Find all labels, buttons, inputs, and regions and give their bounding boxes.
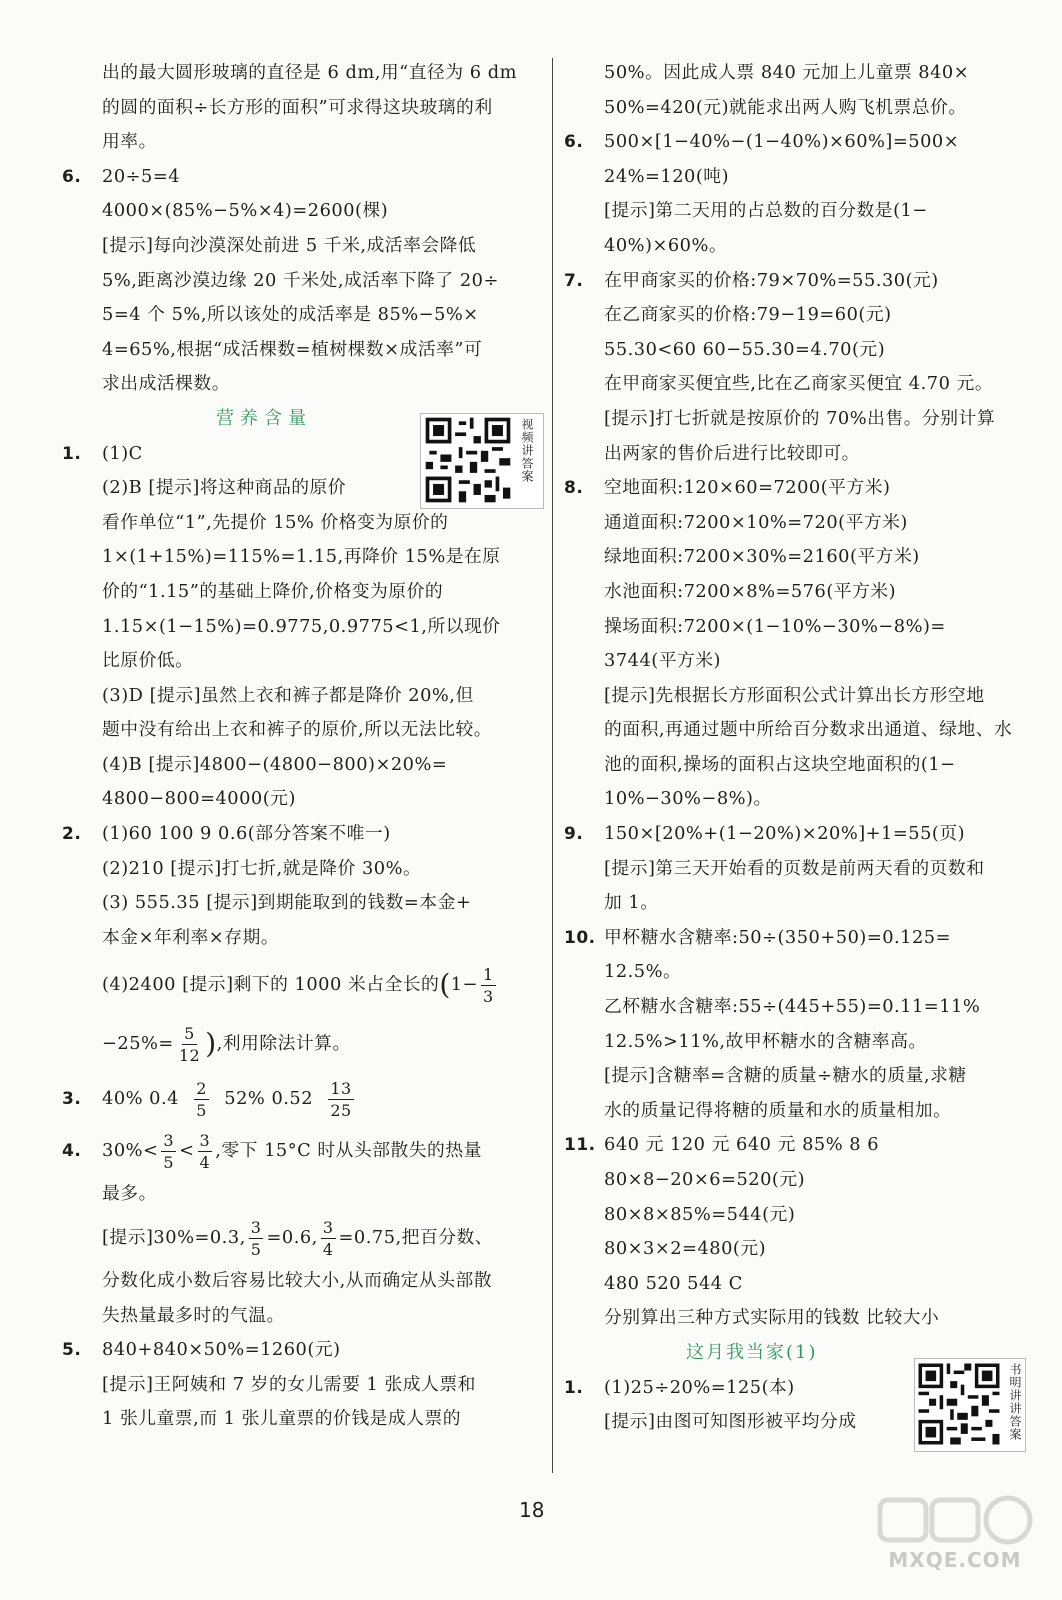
section-title: 这月我当家(1)	[686, 1341, 818, 1363]
right-column	[566, 56, 1040, 1440]
answer-8: 8. 空地面积:120×60=7200(平方米)	[566, 471, 1040, 506]
question-number: 4.	[62, 1141, 82, 1162]
text-line: 4000×(85%−5%×4)=2600(棵)	[102, 200, 389, 222]
fraction: $\frac{5}{12}$	[178, 1023, 201, 1065]
hint-line: [提示]第三天开始看的页数是前两天看的页数和	[604, 857, 985, 879]
text-line: 水池面积:7200×8%=576(平方米)	[604, 580, 897, 602]
watermark-logo-icon	[870, 1490, 1040, 1590]
answer-1: 1. (1)25÷20%=125(本)	[566, 1371, 1040, 1406]
question-number: 3.	[62, 1089, 82, 1110]
text-line: 失热量最多时的气温。	[102, 1304, 285, 1326]
question-number: 1.	[564, 1377, 584, 1398]
column-divider	[552, 58, 553, 1473]
text-line: −25%= $\frac{5}{12}$ ),利用除法计算。	[102, 1023, 351, 1065]
text-line: 在甲商家买便宜些,比在乙商家买便宜 4.70 元。	[604, 373, 994, 395]
qr-code[interactable]	[914, 1358, 1026, 1452]
text-line: 480 520 544 C	[604, 1272, 743, 1294]
text-line: 池的面积,操场的面积占这块空地面积的(1−	[604, 753, 956, 775]
hint-line: [提示]含糖率=含糖的质量÷糖水的质量,求糖	[604, 1065, 967, 1087]
answer-6: 6. 500×[1−40%−(1−40%)×60%]=500×	[566, 125, 1040, 160]
fraction: $\frac{3}{4}$	[322, 1217, 334, 1259]
text-line: 的圆的面积÷长方形的面积”可求得这块玻璃的利	[102, 96, 493, 118]
answer-9: 9. 150×[20%+(1−20%)×20%]+1=55(页)	[566, 817, 1040, 852]
text-line: 在乙商家买的价格:79−19=60(元)	[604, 304, 892, 326]
text-line: 操场面积:7200×(1−10%−30%−8%)=	[604, 615, 946, 637]
question-number: 5.	[62, 1340, 82, 1361]
text-line: 出的最大圆形玻璃的直径是 6 dm,用“直径为 6 dm	[102, 62, 517, 83]
text-line: 80×8×85%=544(元)	[604, 1203, 796, 1225]
question-number: 11.	[564, 1135, 596, 1156]
text-line: (2)B [提示]将这种商品的原价	[102, 477, 347, 499]
answer-11: 11. 640 元 120 元 640 元 85% 8 6	[566, 1128, 1040, 1163]
text-line: 1×(1+15%)=115%=1.15,再降价 15%是在原	[102, 546, 501, 568]
question-number: 2.	[62, 824, 82, 845]
text-line: 50%=420(元)就能求出两人购飞机票总价。	[604, 96, 967, 118]
question-number: 6.	[564, 132, 584, 153]
text-line: 4800−800=4000(元)	[102, 788, 296, 810]
fraction: $\frac{3}{5}$	[163, 1130, 175, 1172]
fraction: $\frac{13}{25}$	[330, 1078, 352, 1120]
hint-line: [提示]每向沙漠深处前进 5 千米,成活率会降低	[102, 234, 477, 256]
text-line: 用率。	[102, 131, 157, 153]
text-line: 绿地面积:7200×30%=2160(平方米)	[604, 546, 920, 568]
qr-code-icon	[421, 414, 515, 506]
text-line: 12.5%。	[604, 961, 682, 983]
text-line: 比原价低。	[102, 650, 194, 672]
text-line: 24%=120(吨)	[604, 165, 730, 187]
text-line: (4)B [提示]4800−(4800−800)×20%=	[102, 753, 448, 775]
qr-code[interactable]	[420, 413, 544, 509]
question-number: 9.	[564, 824, 584, 845]
watermark-text: MXQE.COM	[888, 1548, 1022, 1572]
text-line: 最多。	[102, 1183, 157, 1205]
question-number: 10.	[564, 927, 596, 948]
answer-4: 4. 30%< $\frac{3}{5}$ < $\frac{3}{4}$ ,零下 15°C 时从头部散失的热量	[64, 1125, 546, 1177]
fraction: $\frac{1}{3}$	[483, 964, 494, 1006]
answer-5: 5. 840+840×50%=1260(元)	[64, 1333, 546, 1368]
text-line: 5%,距离沙漠边缘 20 千米处,成活率下降了 20÷	[102, 269, 499, 291]
hint-line: [提示]王阿姨和 7 岁的女儿需要 1 张成人票和	[102, 1373, 476, 1395]
text-line: (3) 555.35 [提示]到期能取到的钱数=本金+	[102, 892, 472, 914]
text-line: (3)D [提示]虽然上衣和裤子都是降价 20%,但	[102, 684, 474, 706]
text-line: 40%)×60%。	[604, 234, 728, 256]
answer-3: 3. 40% 0.4 $\frac{2}{5}$ 52% 0.52 $\frac{13}{25}$	[64, 1073, 546, 1125]
answer-10: 10. 甲杯糖水含糖率:50÷(350+50)=0.125=	[566, 921, 1040, 956]
hint-line: [提示]先根据长方形面积公式计算出长方形空地	[604, 684, 985, 706]
text-line: 求出成活棵数。	[102, 373, 230, 395]
text-line: 10%−30%−8%)。	[604, 788, 772, 810]
text-line: 出两家的售价后进行比较即可。	[604, 442, 860, 464]
question-number: 1.	[62, 443, 82, 464]
hint-line: [提示]由图可知图形被平均分成	[604, 1411, 857, 1433]
text-line: 4=65%,根据“成活棵数=植树棵数×成活率”可	[102, 338, 483, 360]
qr-label: 视频讲答案	[520, 418, 534, 483]
text-line: (4)2400 [提示]剩下的 1000 米占全长的(1− $\frac{1}{3}$	[102, 964, 494, 1006]
qr-label: 书明讲讲答案	[1008, 1363, 1022, 1441]
section-title: 营养含量	[216, 407, 312, 429]
text-line: (2)210 [提示]打七折,就是降价 30%。	[102, 857, 422, 879]
text-line: 加 1。	[604, 892, 659, 914]
text-line: 看作单位“1”,先提价 15% 价格变为原价的	[102, 511, 449, 533]
text-line: 的面积,再通过题中所给百分数求出通道、绿地、水	[604, 719, 1013, 741]
question-number: 6.	[62, 166, 82, 187]
answer-2: 2. (1)60 100 9 0.6(部分答案不唯一)	[64, 817, 546, 852]
fraction: $\frac{3}{4}$	[199, 1130, 211, 1172]
qr-code-icon	[915, 1359, 1003, 1449]
hint-line: [提示]第二天用的占总数的百分数是(1−	[604, 200, 928, 222]
left-column	[64, 56, 546, 1437]
page-number: 18	[519, 1498, 545, 1522]
text-line: 分别算出三种方式实际用的钱数 比较大小	[604, 1307, 940, 1329]
paren-open: (	[439, 968, 451, 1002]
answer-1: 1. (1)C	[64, 437, 546, 472]
paren-close: )	[205, 1027, 217, 1061]
answer-7: 7. 在甲商家买的价格:79×70%=55.30(元)	[566, 264, 1040, 299]
hint-line: [提示]打七折就是按原价的 70%出售。分别计算	[604, 407, 996, 429]
fraction: $\frac{3}{5}$	[250, 1217, 262, 1259]
text-line: 55.30<60 60−55.30=4.70(元)	[604, 338, 886, 360]
text-line: 本金×年利率×存期。	[102, 926, 280, 948]
text-line: 题中没有给出上衣和裤子的原价,所以无法比较。	[102, 719, 493, 741]
fraction: $\frac{2}{5}$	[196, 1078, 207, 1120]
text-line: 价的“1.15”的基础上降价,价格变为原价的	[102, 580, 444, 602]
text-line: 1.15×(1−15%)=0.9775,0.9775<1,所以现价	[102, 615, 501, 637]
question-number: 8.	[564, 478, 584, 499]
text-line: 1 张儿童票,而 1 张儿童票的价钱是成人票的	[102, 1408, 462, 1430]
text-line: 3744(平方米)	[604, 650, 721, 672]
text-line: 水的质量记得将糖的质量和水的质量相加。	[604, 1099, 952, 1121]
answer-6: 6. 20÷5=4	[64, 160, 546, 195]
hint-line: [提示]30%=0.3, $\frac{3}{5}$ =0.6, $\frac{3}{4}$ =0.75,把百分数、	[102, 1217, 494, 1259]
text-line: 12.5%>11%,故甲杯糖水的含糖率高。	[604, 1030, 927, 1052]
text-line: 5=4 个 5%,所以该处的成活率是 85%−5%×	[102, 304, 479, 326]
text-line: 分数化成小数后容易比较大小,从而确定从头部散	[102, 1270, 493, 1292]
text-line: 80×3×2=480(元)	[604, 1238, 767, 1260]
question-number: 7.	[564, 270, 584, 291]
text-line: 50%。因此成人票 840 元加上儿童票 840×	[604, 62, 970, 83]
text-line: 乙杯糖水含糖率:55÷(445+55)=0.11=11%	[604, 996, 981, 1018]
text-line: 80×8−20×6=520(元)	[604, 1169, 806, 1190]
text-line: 通道面积:7200×10%=720(平方米)	[604, 511, 908, 533]
